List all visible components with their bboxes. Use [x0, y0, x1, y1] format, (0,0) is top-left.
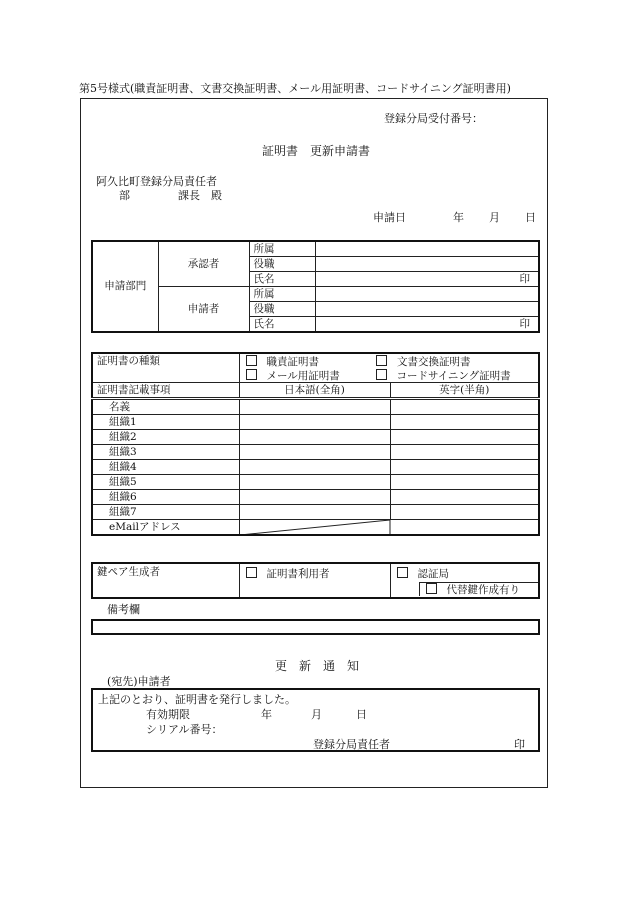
keypair-option-user[interactable]: 証明書利用者	[239, 563, 390, 598]
applicant-title-label: 役職	[249, 302, 315, 317]
org5-japanese-field[interactable]	[239, 475, 390, 490]
approver-title-field[interactable]	[315, 257, 539, 272]
remarks-label: 備考欄	[107, 603, 140, 616]
application-date-label: 申請日	[373, 211, 406, 224]
org6-english-field[interactable]	[390, 490, 539, 505]
notice-recipient: (宛先)申請者	[107, 675, 171, 688]
approver-seal-mark: 印	[519, 272, 530, 285]
notice-body: 上記のとおり、証明書を発行しました。	[98, 693, 296, 706]
org2-japanese-field[interactable]	[239, 430, 390, 445]
org5-english-field[interactable]	[390, 475, 539, 490]
col-japanese-header: 日本語(全角)	[239, 383, 390, 399]
name-english-field[interactable]	[390, 399, 539, 415]
approver-name-field[interactable]	[315, 272, 539, 287]
applicant-affiliation-label: 所属	[249, 287, 315, 302]
org1-japanese-field[interactable]	[239, 415, 390, 430]
row-label-email: eMailアドレス	[92, 520, 239, 536]
applicant-name-label: 氏名	[249, 317, 315, 333]
applicant-name-field[interactable]	[315, 317, 539, 333]
checkbox-icon	[246, 567, 257, 578]
approver-name-label: 氏名	[249, 272, 315, 287]
name-japanese-field[interactable]	[239, 399, 390, 415]
keypair-option-ca[interactable]: 認証局	[390, 563, 539, 582]
org3-japanese-field[interactable]	[239, 445, 390, 460]
remarks-field[interactable]	[91, 619, 540, 635]
org4-japanese-field[interactable]	[239, 460, 390, 475]
org3-english-field[interactable]	[390, 445, 539, 460]
reception-number-label: 登録分局受付番号：	[384, 112, 483, 125]
keypair-table	[91, 562, 540, 599]
org7-english-field[interactable]	[390, 505, 539, 520]
cert-type-label: 証明書の種類	[92, 353, 239, 383]
applicant-affiliation-field[interactable]	[315, 287, 539, 302]
org4-english-field[interactable]	[390, 460, 539, 475]
cert-type-option-0[interactable]: 職責証明書	[246, 356, 320, 368]
checkbox-icon	[246, 355, 257, 366]
org6-japanese-field[interactable]	[239, 490, 390, 505]
row-label-name: 名義	[92, 399, 239, 415]
org1-english-field[interactable]	[390, 415, 539, 430]
notice-seal-mark: 印	[514, 738, 525, 751]
document-title: 証明書 更新申請書	[262, 144, 371, 158]
row-label-org4: 組織4	[92, 460, 239, 475]
org2-english-field[interactable]	[390, 430, 539, 445]
addressee-line: 阿久比町登録分局責任者	[96, 175, 217, 188]
applicant-label: 申請者	[158, 287, 249, 333]
keypair-proxy-cell	[390, 582, 539, 598]
certificate-table	[91, 352, 540, 536]
application-date-day: 日	[525, 211, 536, 224]
notice-title: 更 新 通 知	[275, 659, 360, 673]
cert-items-label: 証明書記載事項	[92, 383, 239, 399]
row-label-org6: 組織6	[92, 490, 239, 505]
approver-affiliation-label: 所属	[249, 241, 315, 257]
row-label-org7: 組織7	[92, 505, 239, 520]
notice-serial-label: シリアル番号：	[146, 723, 223, 736]
cert-type-row1	[239, 353, 539, 368]
approver-title-label: 役職	[249, 257, 315, 272]
cert-type-option-2[interactable]: メール用証明書	[246, 370, 340, 382]
application-date-year: 年	[453, 211, 464, 224]
applicant-seal-mark: 印	[519, 317, 530, 330]
notice-box	[91, 688, 540, 752]
row-label-org1: 組織1	[92, 415, 239, 430]
dept-section-label: 申請部門	[92, 241, 158, 332]
row-label-org2: 組織2	[92, 430, 239, 445]
checkbox-icon	[246, 369, 257, 380]
keypair-label: 鍵ペア生成者	[92, 563, 239, 598]
checkbox-icon	[426, 583, 437, 594]
addressee-dept: 部	[119, 189, 130, 202]
checkbox-icon	[376, 355, 387, 366]
notice-validity-year: 年	[261, 708, 272, 721]
cert-type-row2	[239, 368, 539, 383]
application-date-month: 月	[489, 211, 500, 224]
form-number-title: 第5号様式(職責証明書、文書交換証明書、メール用証明書、コードサイニング証明書用)	[79, 82, 511, 95]
notice-validity-month: 月	[311, 708, 322, 721]
addressee-chief: 課長 殿	[178, 189, 222, 202]
checkbox-icon	[397, 567, 408, 578]
checkbox-icon	[376, 369, 387, 380]
notice-signer: 登録分局責任者	[313, 738, 390, 751]
approver-affiliation-field[interactable]	[315, 241, 539, 257]
department-table	[91, 240, 540, 333]
cert-type-option-3[interactable]: コードサイニング証明書	[376, 369, 511, 382]
org7-japanese-field[interactable]	[239, 505, 390, 520]
col-english-header: 英字(半角)	[390, 383, 539, 399]
keypair-option-proxy[interactable]: 代替鍵作成有り	[419, 582, 539, 596]
cert-type-option-1[interactable]: 文書交換証明書	[376, 355, 471, 368]
notice-validity-label: 有効期限	[146, 708, 190, 721]
notice-validity-day: 日	[356, 708, 367, 721]
email-field[interactable]	[239, 520, 539, 536]
row-label-org5: 組織5	[92, 475, 239, 490]
approver-label: 承認者	[158, 241, 249, 287]
applicant-title-field[interactable]	[315, 302, 539, 317]
email-cell-diagonal	[240, 520, 540, 535]
row-label-org3: 組織3	[92, 445, 239, 460]
